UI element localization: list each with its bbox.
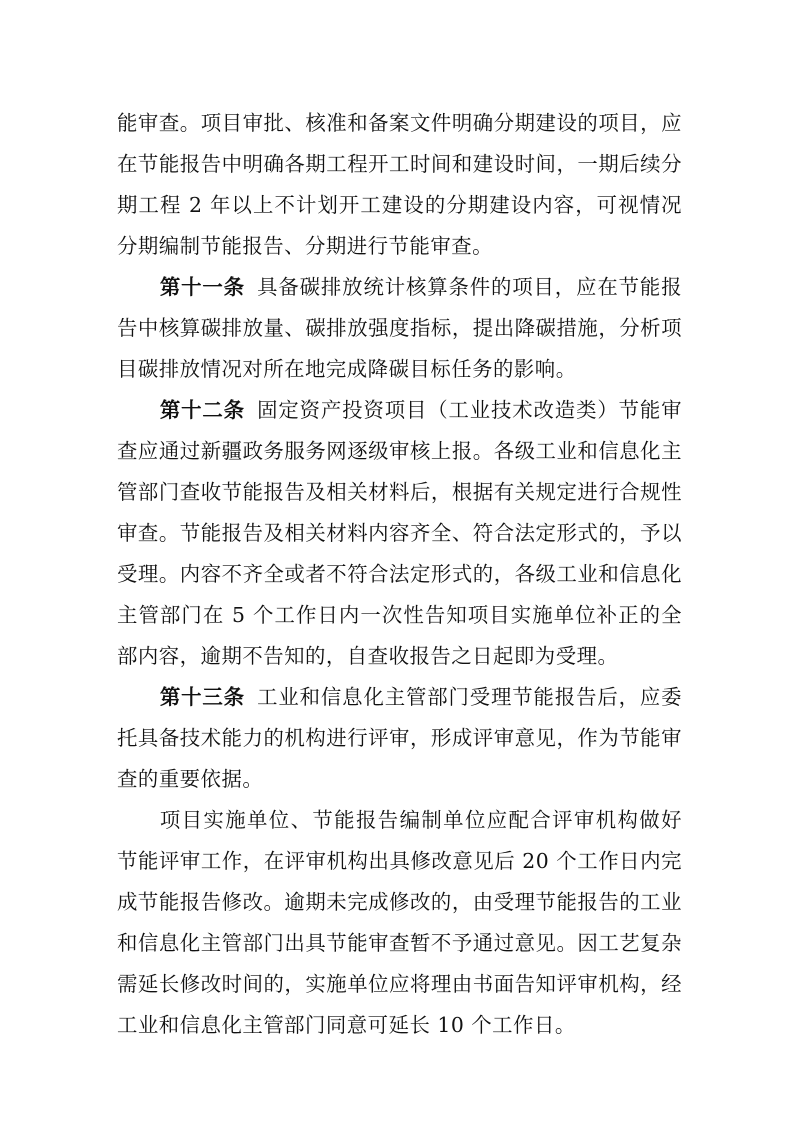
article-heading: 第十二条	[159, 398, 245, 422]
paragraph-article-12	[117, 390, 682, 677]
paragraph-continuation	[117, 103, 682, 267]
article-heading: 第十一条	[159, 275, 245, 299]
paragraph-article-13	[117, 677, 682, 800]
paragraph-text: 能审查。项目审批、核准和备案文件明确分期建设的项目，应在节能报告中明确各期工程开工时间和建设时间，一期后续分期工程 2 年以上不计划开工建设的分期建设内容，可视情况分期编制节能报告、分期进行节能审查。	[117, 111, 682, 258]
paragraph-article-13-cont	[117, 800, 682, 1046]
paragraph-article-11	[117, 267, 682, 390]
paragraph-text: 固定资产投资项目（工业技术改造类）节能审查应通过新疆政务服务网逐级审核上报。各级工业和信息化主管部门查收节能报告及相关材料后，根据有关规定进行合规性审查。节能报告及相关材料内容齐全、符合法定形式的，予以受理。内容不齐全或者不符合法定形式的，各级工业和信息化主管部门在 5 个工作日内一次性告知项目实施单位补正的全部内容，逾期不告知的，自查收报告之日起即为受理。	[117, 398, 683, 668]
paragraph-text: 项目实施单位、节能报告编制单位应配合评审机构做好节能评审工作，在评审机构出具修改意见后 20 个工作日内完成节能报告修改。逾期未完成修改的，由受理节能报告的工业和信息化主管部门出具节能审查暂不予通过意见。因工艺复杂需延长修改时间的，实施单位应将理由书面告知评审机构，经工业和信息化主管部门同意可延长 10 个工作日。	[117, 808, 682, 1037]
article-heading: 第十三条	[159, 685, 245, 709]
paragraph-text: 具备碳排放统计核算条件的项目，应在节能报告中核算碳排放量、碳排放强度指标，提出降碳措施，分析项目碳排放情况对所在地完成降碳目标任务的影响。	[117, 275, 683, 381]
paragraph-text: 工业和信息化主管部门受理节能报告后，应委托具备技术能力的机构进行评审，形成评审意见，作为节能审查的重要依据。	[117, 685, 683, 791]
document-page	[117, 103, 682, 1046]
